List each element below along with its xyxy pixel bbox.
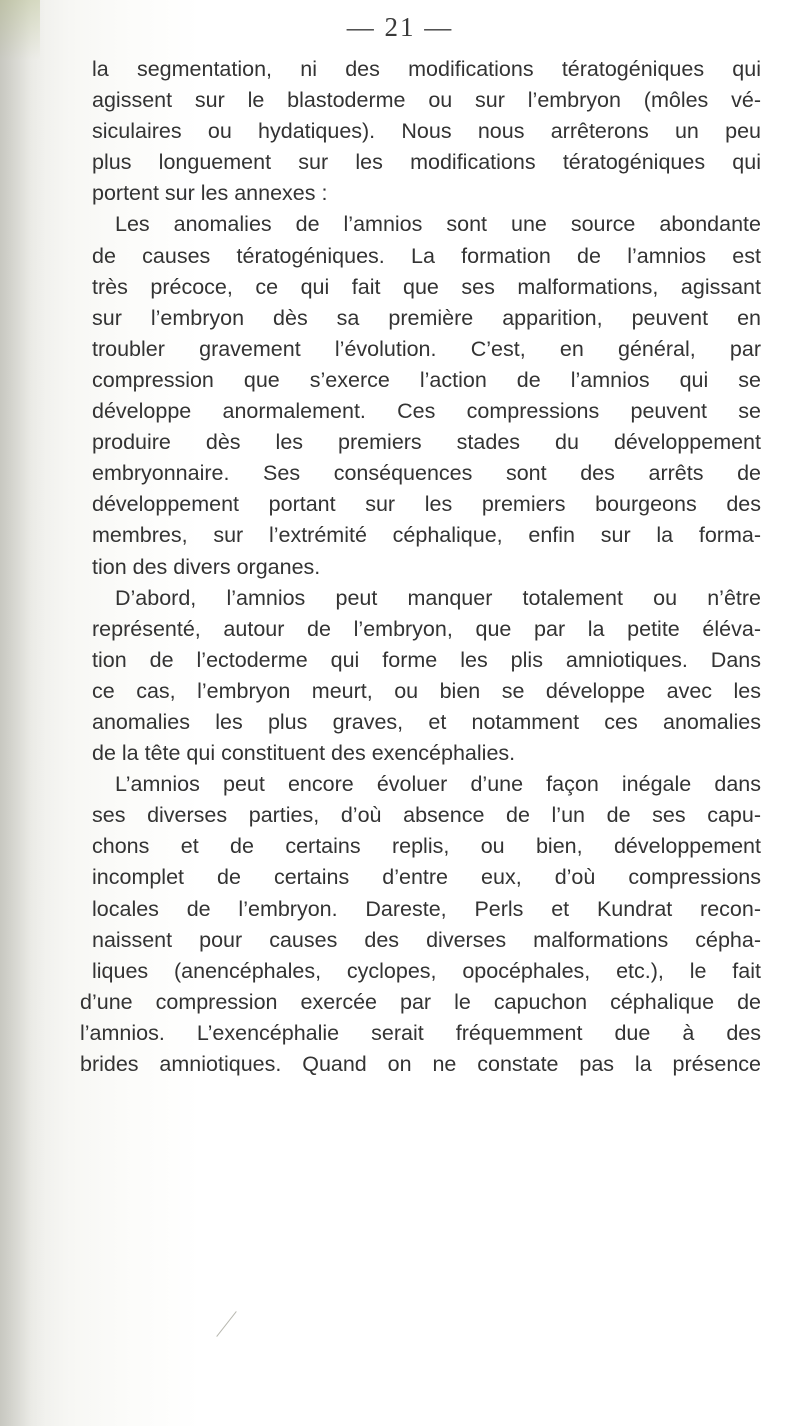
text-line: très précoce, ce qui fait que ses malformations, agissant [92,274,761,299]
text-line: d’une compression exercée par le capuchon céphalique de [80,989,761,1014]
text-line: ses diverses parties, d’où absence de l’un de ses capu- [92,803,761,828]
text-line: compression que s’exerce l’action de l’amnios qui se [92,367,761,392]
text-line: embryonnaire. Ses conséquences sont des arrêts de [92,461,761,486]
text-line: membres, sur l’extrémité céphalique, enfin sur la forma- [92,523,761,548]
text-line: tion des divers organes. [92,554,321,579]
text-line: brides amniotiques. Quand on ne constate pas la présence [80,1052,761,1076]
text-line: chons et de certains replis, ou bien, développement [92,834,761,859]
text-line: produire dès les premiers stades du développement [92,430,761,455]
text-line: portent sur les annexes : [92,181,328,206]
text-line: ce cas, l’embryon meurt, ou bien se développe avec les [92,678,761,703]
text-line: liques (anencéphales, cyclopes, opocéphales, etc.), le fait [92,958,761,983]
text-line: D’abord, l’amnios peut manquer totalement ou n’être [115,585,761,610]
text-line: représenté, autour de l’embryon, que par la petite éléva- [92,616,761,641]
text-line: incomplet de certains d’entre eux, d’où compressions [92,865,761,890]
text-line: plus longuement sur les modifications tératogéniques qui [92,150,761,175]
text-line: tion de l’ectoderme qui forme les plis amniotiques. Dans [92,647,761,672]
text-line: développe anormalement. Ces compressions peuvent se [92,399,761,424]
text-line: de la tête qui constituent des exencéphalies. [92,741,516,766]
page-number: — 21 — [346,12,454,42]
text-line: locales de l’embryon. Dareste, Perls et Kundrat recon- [92,896,761,921]
text-line: siculaires ou hydatiques). Nous nous arrêterons un peu [92,119,761,144]
text-line: Les anomalies de l’amnios sont une source abondante [115,212,761,237]
text-line: naissent pour causes des diverses malformations cépha- [92,927,761,952]
text-line: troubler gravement l’évolution. C’est, en général, par [92,336,761,361]
page-binding-shadow [0,0,45,1426]
text-line: la segmentation, ni des modifications tératogéniques qui [92,57,761,81]
text-line: sur l’embryon dès sa première apparition, peuvent en [92,305,761,330]
text-line: L’amnios peut encore évoluer d’une façon inégale dans [115,772,761,797]
text-line: l’amnios. L’exencéphalie serait fréquemment due à des [80,1020,761,1045]
text-line: anomalies les plus graves, et notamment ces anomalies [92,709,761,734]
text-line: agissent sur le blastoderme ou sur l’embryon (môles vé- [92,88,761,113]
pencil-mark [216,1311,236,1337]
text-line: développement portant sur les premiers bourgeons des [92,492,761,517]
text-line: de causes tératogéniques. La formation de l’amnios est [92,243,761,268]
body-text [80,54,761,1080]
